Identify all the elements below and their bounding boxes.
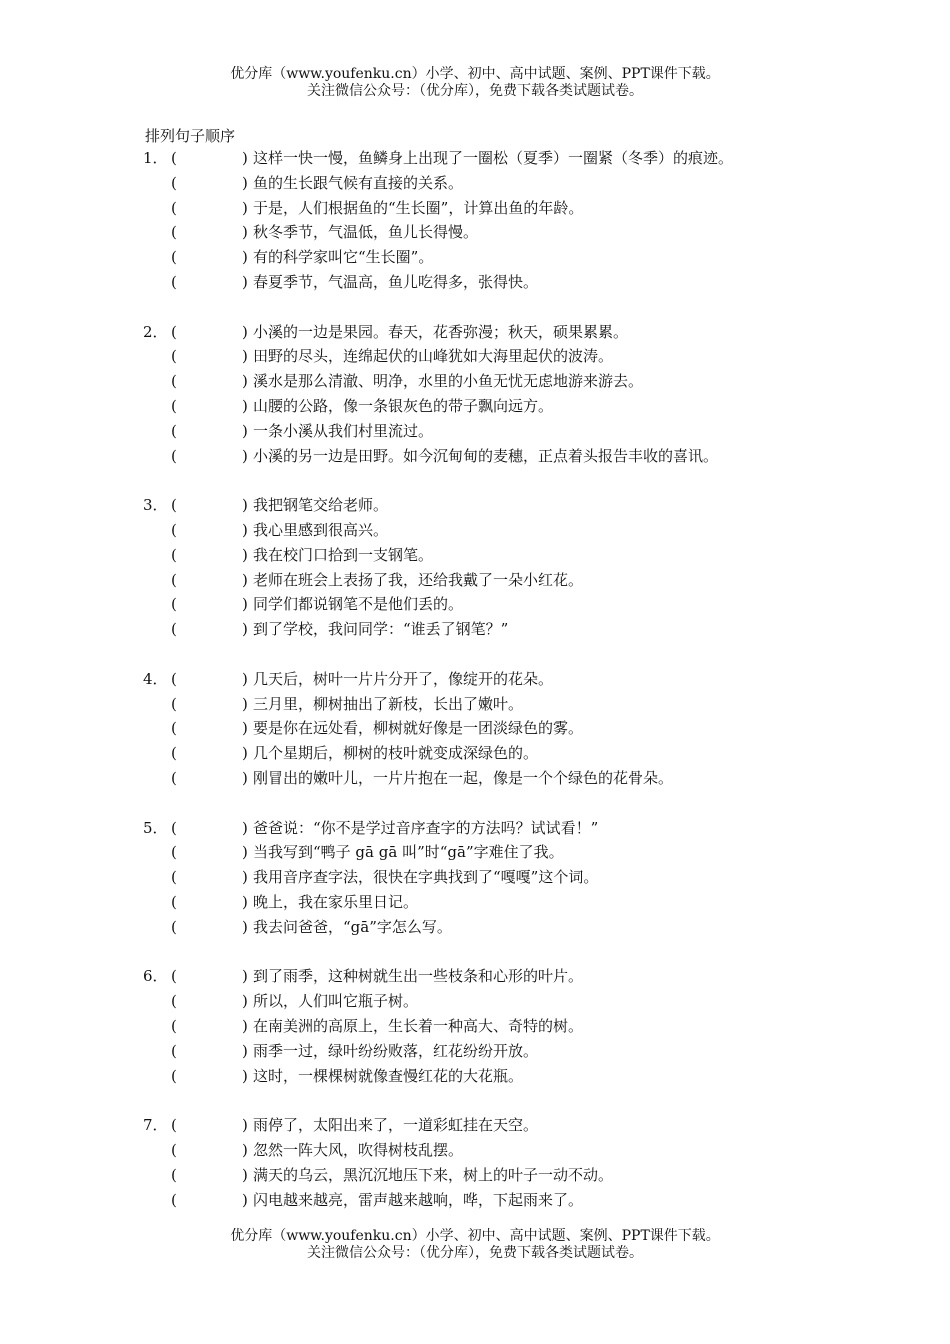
order-answer-field[interactable]: [185, 843, 235, 861]
sentence-text: 三月里，柳树抽出了新枝，长出了嫩叶。: [253, 694, 524, 713]
order-answer-field[interactable]: [185, 149, 235, 167]
sentence-row: [0, 421, 950, 441]
close-paren: ): [242, 1116, 248, 1135]
sentence-row: [0, 743, 950, 763]
sentence-text: 溪水是那么清澈、明净，水里的小鱼无忧无虑地游来游去。: [253, 372, 644, 391]
question-number: 4．: [143, 669, 168, 688]
sentence-row: [0, 718, 950, 738]
close-paren: ): [242, 521, 248, 539]
sentence-text: 这样一快一慢，鱼鳞身上出现了一圈松（夏季）一圈紧（冬季）的痕迹。: [253, 149, 734, 167]
open-paren: (: [171, 372, 177, 391]
sentence-row: [0, 1140, 950, 1160]
sentence-row: [0, 322, 950, 342]
close-paren: ): [242, 967, 248, 986]
open-paren: (: [171, 595, 177, 614]
question-number: 5．: [143, 818, 168, 837]
sentence-text: 晚上，我在家乐里日记。: [253, 893, 419, 911]
sentence-text: 所以，人们叫它瓶子树。: [253, 992, 419, 1011]
open-paren: (: [171, 198, 177, 217]
open-paren: (: [171, 521, 177, 539]
open-paren: (: [171, 620, 177, 639]
open-paren: (: [171, 173, 177, 192]
sentence-row: [0, 446, 950, 466]
sentence-text: 忽然一阵大风，吹得树枝乱摆。: [253, 1141, 464, 1159]
open-paren: (: [171, 248, 177, 267]
open-paren: (: [171, 1165, 177, 1184]
sentence-row: [0, 966, 950, 986]
sentence-text: 秋冬季节，气温低，鱼儿长得慢。: [253, 223, 479, 242]
sentence-text: 闪电越来越亮，雷声越来越响，哗，下起雨来了。: [253, 1190, 584, 1209]
sentence-row: [0, 222, 950, 242]
sentence-row: [0, 396, 950, 416]
question-number: 7．: [143, 1116, 168, 1135]
footer-line-1: 优分库（www.youfenku.cn）小学、初中、高中试题、案例、PPT课件下载。: [230, 1228, 720, 1244]
order-answer-field[interactable]: [185, 1042, 235, 1060]
close-paren: ): [242, 446, 248, 465]
order-answer-field[interactable]: [185, 744, 235, 762]
header-line-2: 关注微信公众号：（优分库），免费下载各类试题试卷。: [307, 83, 643, 99]
sentence-row: [0, 1016, 950, 1036]
sentence-row: [0, 545, 950, 565]
close-paren: ): [242, 397, 248, 415]
sentence-text: 鱼的生长跟气候有直接的关系。: [253, 173, 464, 192]
open-paren: (: [171, 223, 177, 242]
sentence-text: 我用音序查字法，很快在字典找到了“嘎嘎”这个词。: [253, 868, 599, 887]
close-paren: ): [242, 1165, 248, 1184]
sentence-row: [0, 1165, 950, 1185]
open-paren: (: [171, 744, 177, 763]
sentence-text: 于是，人们根据鱼的“生长圈”，计算出鱼的年龄。: [253, 198, 584, 217]
order-answer-field[interactable]: [185, 1116, 235, 1134]
open-paren: (: [171, 1141, 177, 1159]
sentence-row: [0, 867, 950, 887]
order-answer-field[interactable]: [185, 174, 235, 192]
close-paren: ): [242, 1141, 248, 1159]
order-answer-field[interactable]: [185, 372, 235, 390]
sentence-row: [0, 1066, 950, 1086]
close-paren: ): [242, 744, 248, 763]
open-paren: (: [171, 1190, 177, 1209]
sentence-text: 我心里感到很高兴。: [253, 521, 389, 539]
open-paren: (: [171, 570, 177, 589]
open-paren: (: [171, 967, 177, 986]
close-paren: ): [242, 1041, 248, 1060]
sentence-row: [0, 842, 950, 862]
close-paren: ): [242, 421, 248, 440]
open-paren: (: [171, 818, 177, 837]
open-paren: (: [171, 397, 177, 415]
sentence-row: [0, 917, 950, 937]
sentence-text: 有的科学家叫它“生长圈”。: [253, 248, 434, 267]
open-paren: (: [171, 446, 177, 465]
sentence-row: [0, 371, 950, 391]
order-answer-field[interactable]: [185, 496, 235, 514]
order-answer-field[interactable]: [185, 769, 235, 787]
order-answer-field[interactable]: [185, 248, 235, 266]
order-answer-field[interactable]: [185, 521, 235, 539]
order-answer-field[interactable]: [185, 546, 235, 564]
open-paren: (: [171, 694, 177, 713]
sentence-text: 在南美洲的高原上，生长着一种高大、奇特的树。: [253, 1017, 584, 1035]
sentence-row: [0, 1115, 950, 1135]
order-answer-field[interactable]: [185, 967, 235, 985]
sentence-text: 一条小溪从我们村里流过。: [253, 421, 434, 440]
sentence-row: [0, 495, 950, 515]
order-answer-field[interactable]: [185, 1166, 235, 1184]
sentence-text: 老师在班会上表扬了我，还给我戴了一朵小红花。: [253, 570, 584, 589]
footer-line-2: 关注微信公众号：（优分库），免费下载各类试题试卷。: [307, 1245, 643, 1261]
question-number: 1．: [143, 149, 168, 167]
order-answer-field[interactable]: [185, 992, 235, 1010]
order-answer-field[interactable]: [185, 670, 235, 688]
order-answer-field[interactable]: [185, 422, 235, 440]
page-footer: [0, 1228, 950, 1262]
question-number: 6．: [143, 967, 168, 986]
sentence-text: 到了雨季，这种树就生出一些枝条和心形的叶片。: [253, 967, 584, 986]
order-answer-field[interactable]: [185, 595, 235, 613]
order-answer-field[interactable]: [185, 447, 235, 465]
close-paren: ): [242, 769, 248, 787]
close-paren: ): [242, 322, 248, 341]
open-paren: (: [171, 545, 177, 564]
sentence-text: 小溪的一边是果园。春天，花香弥漫；秋天，硕果累累。: [253, 322, 629, 341]
sentence-row: [0, 669, 950, 689]
open-paren: (: [171, 1116, 177, 1135]
close-paren: ): [242, 248, 248, 267]
sentence-text: 春夏季节，气温高，鱼儿吃得多，张得快。: [253, 273, 539, 291]
open-paren: (: [171, 322, 177, 341]
close-paren: ): [242, 843, 248, 862]
sentence-row: [0, 173, 950, 193]
close-paren: ): [242, 1017, 248, 1035]
sentence-text: 几个星期后，柳树的枝叶就变成深绿色的。: [253, 744, 539, 763]
sentence-row: [0, 991, 950, 1011]
sentence-row: [0, 768, 950, 788]
open-paren: (: [171, 669, 177, 688]
close-paren: ): [242, 149, 248, 167]
order-answer-field[interactable]: [185, 347, 235, 365]
open-paren: (: [171, 868, 177, 887]
close-paren: ): [242, 595, 248, 614]
sentence-text: 我把钢笔交给老师。: [253, 496, 389, 515]
sentence-text: 当我写到“鸭子 gā gā 叫”时“gā”字难住了我。: [253, 843, 564, 862]
sentence-text: 满天的乌云，黑沉沉地压下来，树上的叶子一动不动。: [253, 1165, 614, 1184]
question-number: 2．: [143, 322, 168, 341]
open-paren: (: [171, 347, 177, 366]
sentence-text: 要是你在远处看，柳树就好像是一团淡绿色的雾。: [253, 719, 584, 738]
close-paren: ): [242, 620, 248, 639]
order-answer-field[interactable]: [185, 719, 235, 737]
sentence-row: [0, 272, 950, 292]
order-answer-field[interactable]: [185, 868, 235, 886]
sentence-text: 雨停了，太阳出来了，一道彩虹挂在天空。: [253, 1116, 539, 1135]
close-paren: ): [242, 273, 248, 291]
open-paren: (: [171, 1041, 177, 1060]
sentence-row: [0, 619, 950, 639]
order-answer-field[interactable]: [185, 918, 235, 936]
open-paren: (: [171, 992, 177, 1011]
sentence-row: [0, 1190, 950, 1210]
close-paren: ): [242, 496, 248, 515]
close-paren: ): [242, 669, 248, 688]
sentence-text: 刚冒出的嫩叶儿，一片片抱在一起，像是一个个绿色的花骨朵。: [253, 769, 674, 787]
open-paren: (: [171, 421, 177, 440]
open-paren: (: [171, 843, 177, 862]
header-line-1: 优分库（www.youfenku.cn）小学、初中、高中试题、案例、PPT课件下载。: [230, 66, 720, 82]
order-answer-field[interactable]: [185, 397, 235, 415]
close-paren: ): [242, 893, 248, 911]
page-header: [0, 66, 950, 100]
close-paren: ): [242, 347, 248, 366]
sentence-row: [0, 198, 950, 218]
open-paren: (: [171, 769, 177, 787]
order-answer-field[interactable]: [185, 199, 235, 217]
sentence-text: 到了学校，我问同学：“谁丢了钢笔？”: [253, 620, 509, 639]
open-paren: (: [171, 893, 177, 911]
close-paren: ): [242, 1066, 248, 1085]
sentence-row: [0, 148, 950, 168]
sentence-text: 同学们都说钢笔不是他们丢的。: [253, 595, 464, 614]
close-paren: ): [242, 818, 248, 837]
open-paren: (: [171, 149, 177, 167]
sentence-text: 我在校门口拾到一支钢笔。: [253, 545, 434, 564]
open-paren: (: [171, 273, 177, 291]
order-answer-field[interactable]: [185, 223, 235, 241]
sentence-row: [0, 594, 950, 614]
sentence-text: 几天后，树叶一片片分开了，像绽开的花朵。: [253, 669, 554, 688]
order-answer-field[interactable]: [185, 323, 235, 341]
sentence-text: 田野的尽头，连绵起伏的山峰犹如大海里起伏的波涛。: [253, 347, 614, 366]
sentence-row: [0, 247, 950, 267]
open-paren: (: [171, 496, 177, 515]
order-answer-field[interactable]: [185, 1141, 235, 1159]
order-answer-field[interactable]: [185, 1067, 235, 1085]
close-paren: ): [242, 198, 248, 217]
order-answer-field[interactable]: [185, 620, 235, 638]
order-answer-field[interactable]: [185, 571, 235, 589]
order-answer-field[interactable]: [185, 1191, 235, 1209]
sentence-text: 雨季一过，绿叶纷纷败落，红花纷纷开放。: [253, 1041, 539, 1060]
close-paren: ): [242, 570, 248, 589]
sentence-row: [0, 1041, 950, 1061]
close-paren: ): [242, 372, 248, 391]
sentence-row: [0, 346, 950, 366]
close-paren: ): [242, 917, 248, 936]
sentence-text: 小溪的另一边是田野。如今沉甸甸的麦穗，正点着头报告丰收的喜讯。: [253, 446, 719, 465]
close-paren: ): [242, 868, 248, 887]
sentence-row: [0, 818, 950, 838]
sentence-row: [0, 570, 950, 590]
sentence-row: [0, 892, 950, 912]
sentence-text: 山腰的公路，像一条银灰色的带子飘向远方。: [253, 397, 554, 415]
sentence-text: 这时，一棵棵树就像查慢红花的大花瓶。: [253, 1066, 524, 1085]
close-paren: ): [242, 719, 248, 738]
open-paren: (: [171, 719, 177, 738]
worksheet-title: 排列句子顺序: [145, 127, 236, 145]
question-number: 3．: [143, 496, 168, 515]
order-answer-field[interactable]: [185, 893, 235, 911]
order-answer-field[interactable]: [185, 1017, 235, 1035]
open-paren: (: [171, 1017, 177, 1035]
open-paren: (: [171, 917, 177, 936]
sentence-row: [0, 520, 950, 540]
sentence-text: 我去问爸爸，“gā”字怎么写。: [253, 917, 452, 936]
sentence-row: [0, 694, 950, 714]
order-answer-field[interactable]: [185, 819, 235, 837]
close-paren: ): [242, 694, 248, 713]
close-paren: ): [242, 545, 248, 564]
close-paren: ): [242, 1190, 248, 1209]
close-paren: ): [242, 173, 248, 192]
open-paren: (: [171, 1066, 177, 1085]
close-paren: ): [242, 223, 248, 242]
close-paren: ): [242, 992, 248, 1011]
order-answer-field[interactable]: [185, 695, 235, 713]
sentence-text: 爸爸说：“你不是学过音序查字的方法吗？试试看！”: [253, 818, 599, 837]
order-answer-field[interactable]: [185, 273, 235, 291]
